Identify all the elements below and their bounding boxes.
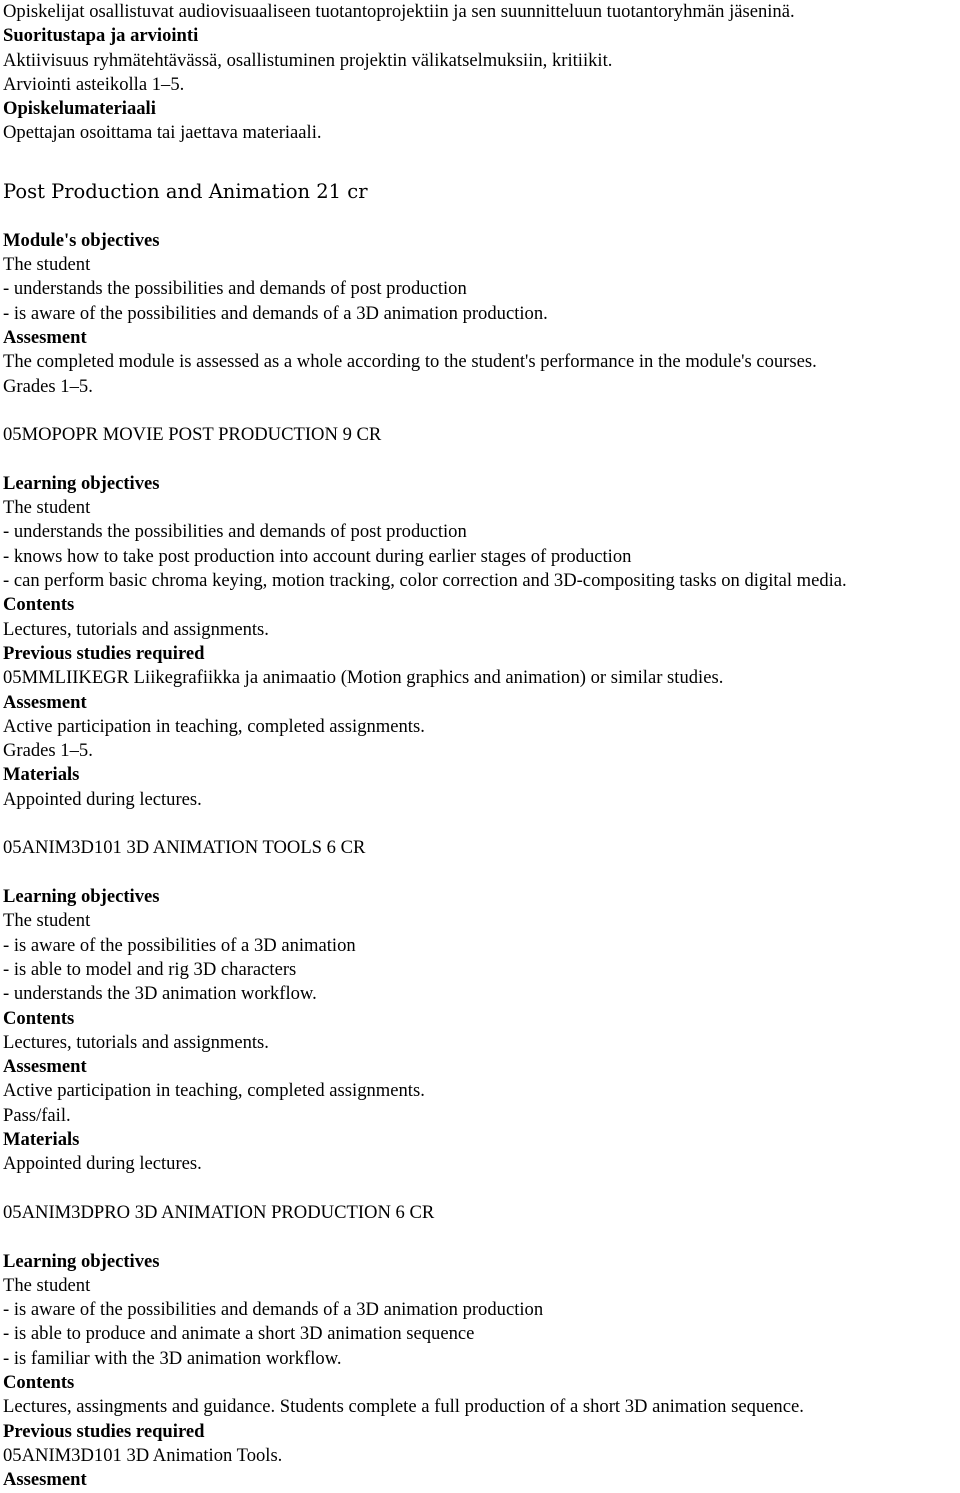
course-title: 05MOPOPR MOVIE POST PRODUCTION 9 CR [3,423,382,445]
course-text-line: - knows how to take post production into account during earlier stages of production [3,545,632,567]
intro-section [3,0,958,146]
course-text-line: The student [3,1274,91,1296]
module-title: Post Production and Animation 21 cr [3,179,368,203]
course-text-line: - is able to produce and animate a short 3D animation sequence [3,1323,475,1345]
intro-text-line: Opettajan osoittama tai jaettava materiaali. [3,122,322,144]
intro-label-suoritustapa-ja-arviointi: Suoritustapa ja arviointi [3,25,199,47]
course-text-line: - is aware of the possibilities and demands of a 3D animation production [3,1299,544,1321]
course-label-previous-studies-required: Previous studies required [3,642,205,664]
course-text-line: 05ANIM3D101 3D Animation Tools. [3,1444,283,1466]
course-text-line: - understands the 3D animation workflow. [3,983,317,1005]
course-title: 05ANIM3DPRO 3D ANIMATION PRODUCTION 6 CR [3,1201,435,1223]
module-text-line: - understands the possibilities and demands of post production [3,278,467,300]
course-label-previous-studies-required: Previous studies required [3,1420,205,1442]
course-section [3,836,958,1177]
course-text-line: 05MMLIIKEGR Liikegrafiikka ja animaatio (Motion graphics and animation) or similar studies. [3,667,724,689]
course-text-line: Pass/fail. [3,1104,71,1126]
courses [3,423,958,1493]
module-section [3,229,958,399]
course-label-assesment: Assesment [3,1056,87,1078]
module-label-assesment: Assesment [3,326,87,348]
module-text-line: The completed module is assessed as a whole according to the student's performance in the module's courses. [3,351,817,373]
module-text-line: The student [3,254,91,276]
course-text-line: - is familiar with the 3D animation workflow. [3,1347,342,1369]
course-text-line: Lectures, tutorials and assignments. [3,1031,269,1053]
course-section [3,1201,958,1493]
module-label-module-s-objectives: Module's objectives [3,229,160,251]
course-section [3,423,958,812]
course-text-line: Appointed during lectures. [3,788,202,810]
course-title: 05ANIM3D101 3D ANIMATION TOOLS 6 CR [3,837,366,859]
course-label-learning-objectives: Learning objectives [3,1250,160,1272]
course-label-materials: Materials [3,764,80,786]
course-text-line: Active participation in teaching, completed assignments. [3,715,425,737]
course-label-contents: Contents [3,1372,75,1394]
document-page [3,0,958,1493]
course-text-line: The student [3,497,91,519]
intro-label-opiskelumateriaali: Opiskelumateriaali [3,98,156,120]
module-text-line: - is aware of the possibilities and demands of a 3D animation production. [3,302,548,324]
course-text-line: - understands the possibilities and demands of post production [3,521,467,543]
course-label-materials: Materials [3,1128,80,1150]
course-text-line: - can perform basic chroma keying, motion tracking, color correction and 3D-compositing tasks on digital media. [3,570,847,592]
module-text-line: Grades 1–5. [3,375,93,397]
course-text-line: Appointed during lectures. [3,1153,202,1175]
course-label-contents: Contents [3,594,75,616]
course-label-learning-objectives: Learning objectives [3,472,160,494]
course-text-line: Lectures, tutorials and assignments. [3,618,269,640]
course-label-contents: Contents [3,1007,75,1029]
course-text-line: The student [3,910,91,932]
course-text-line: - is aware of the possibilities of a 3D animation [3,934,356,956]
course-label-assesment: Assesment [3,691,87,713]
intro-text-line: Opiskelijat osallistuvat audiovisuaaliseen tuotantoprojektiin ja sen suunnitteluun tuotantoryhmän jäseninä. [3,1,795,22]
course-label-learning-objectives: Learning objectives [3,886,160,908]
course-text-line: Grades 1–5. [3,740,93,762]
intro-text-line: Arviointi asteikolla 1–5. [3,73,185,95]
course-text-line: Lectures, assingments and guidance. Students complete a full production of a short 3D animation sequence. [3,1396,804,1418]
intro-text-line: Aktiivisuus ryhmätehtävässä, osallistuminen projektin välikatselmuksiin, kritiikit. [3,49,613,71]
course-label-assesment: Assesment [3,1469,87,1491]
course-text-line: - is able to model and rig 3D characters [3,958,297,980]
course-text-line: Active participation in teaching, completed assignments. [3,1080,425,1102]
